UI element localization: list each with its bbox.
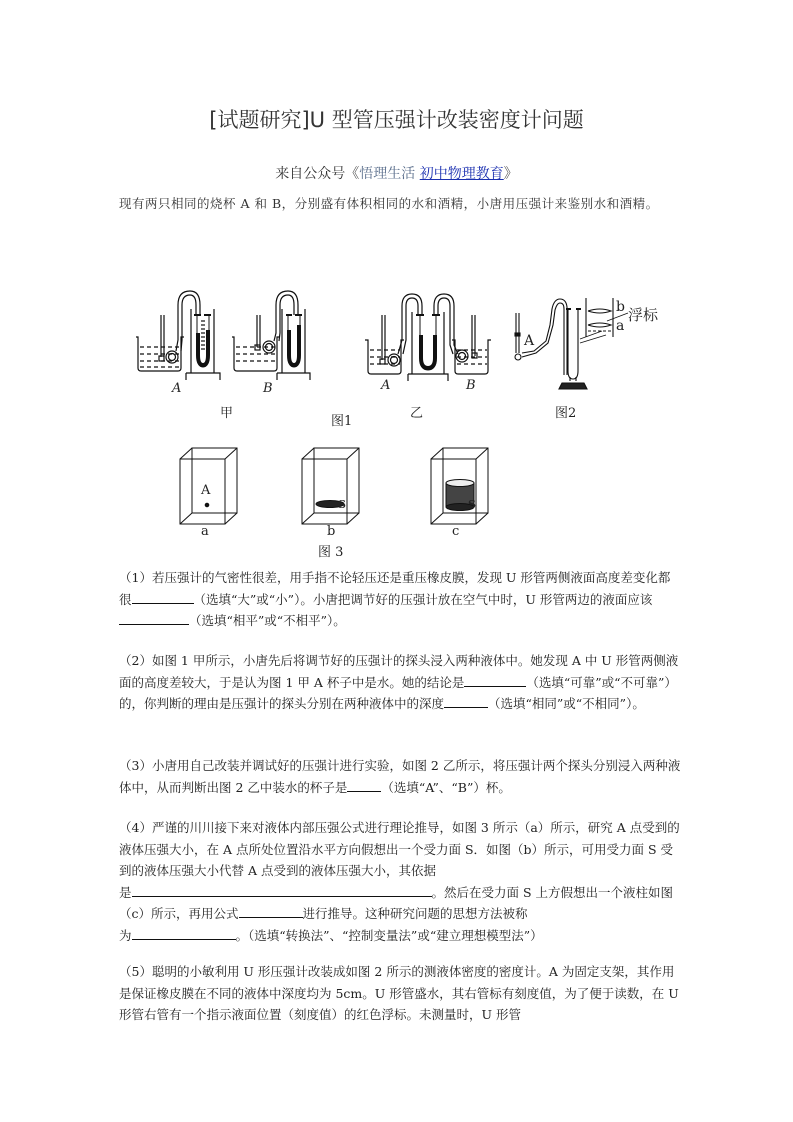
source-suffix: 》 <box>503 166 518 182</box>
fig3-label-c: c <box>452 524 460 539</box>
fig1-jia-label-b: B <box>263 381 273 396</box>
q2-text-3: （选填“相同”或“不相同”）。 <box>488 696 645 711</box>
q2-text-1: （2）如图 1 甲所示，小唐先后将调节好的压强计的探头浸入两种液体中。她发现 A 中 U 形管两侧液面的高度差较大，于是认为图 1 甲 A 杯子中是水。她的结论是 <box>119 653 679 690</box>
q1-text-3: （选填“相平”或“不相平”）。 <box>189 613 346 628</box>
q1-text-1: （1）若压强计的气密性很差，用手指不论轻压还是重压橡皮膜，发现 U 形管两侧液面高度差变化都很 <box>119 570 671 607</box>
q4-text-1: （4）严谨的川川接下来对液体内部压强公式进行理论推导，如图 3 所示（a）所示，研究 A 点受到的液体压强大小，在 A 点所处位置沿水平方向假想出一个受力面 S．如图（b）所示，可用受力面 S 受到的液体压强大小代替 A 点受到的液体压强大小，其依据 <box>119 820 680 878</box>
q4-blank-1[interactable] <box>132 882 432 897</box>
fig2-label-a-level: a <box>616 318 625 334</box>
q4-text-3: 。然后在受力面 S 上方假想出一个液柱如图（c）所示，再用公式 <box>119 884 674 921</box>
fig2-label-float: 浮标 <box>628 306 659 324</box>
q4-blank-3[interactable] <box>132 925 236 940</box>
source-link[interactable]: 初中物理教育 <box>419 166 504 182</box>
fig3-point-a: A <box>201 483 211 498</box>
q3-text-2: （选填“A”、“B”）杯。 <box>381 779 511 795</box>
q1-text-2: （选填“大”或“小”）。小唐把调节好的压强计放在空气中时，U 形管两边的液面应该 <box>193 591 653 607</box>
question-2 <box>119 650 681 715</box>
question-5 <box>119 961 681 1026</box>
fig1-yi-label-b: B <box>466 378 476 393</box>
fig1-yi-label-a: A <box>381 378 391 393</box>
fig3-surface-s-c: S <box>468 498 476 511</box>
q4-text-4: 进行推导。这种研究问题的思想方法被称 <box>302 906 528 921</box>
page-title: [试题研究]U 型管压强计改装密度计问题 <box>209 108 584 132</box>
figure-1-yi <box>362 290 497 385</box>
fig1-caption: 图1 <box>331 414 353 429</box>
q4-text-5: 为 <box>119 927 132 943</box>
q2-blank-1[interactable] <box>464 672 526 687</box>
question-3 <box>119 755 681 798</box>
source-line <box>0 163 793 183</box>
fig1-jia-label-a: A <box>172 381 182 396</box>
q2-blank-2[interactable] <box>444 693 488 708</box>
fig3-caption: 图 3 <box>318 545 344 560</box>
fig3-label-b: b <box>327 524 336 539</box>
fig2-label-a-support: A <box>524 333 535 349</box>
question-1 <box>119 567 681 632</box>
q4-blank-2[interactable] <box>239 903 303 918</box>
intro-text: 现有两只相同的烧杯 A 和 B，分别盛有体积相同的水和酒精，小唐用压强计来鉴别水和酒精。 <box>119 196 659 211</box>
q3-blank-1[interactable] <box>347 777 381 792</box>
q5-text-1: （5）聪明的小敏利用 U 形压强计改装成如图 2 所示的测液体密度的密度计。A 为固定支架，其作用是保证橡皮膜在不同的液体中深度均为 5cm。U 形管盛水，其右管标有刻度值，为了便于读数，在 U 形管右管有一个指示液面位置（刻度值）的红色浮标。未测量时，U 形管 <box>119 964 679 1022</box>
q4-text-2: 是 <box>119 884 132 900</box>
figure-3-boxes <box>170 445 500 530</box>
fig2-label-b: b <box>616 299 625 315</box>
fig1-yi-caption: 乙 <box>410 406 424 421</box>
fig1-jia-caption: 甲 <box>220 406 234 421</box>
q1-blank-2[interactable] <box>119 610 189 625</box>
q2-text-2: （选填“可靠”或“不可靠”）的，你判断的理由是压强计的探头分别在两种液体中的深度 <box>119 674 677 711</box>
question-4 <box>119 817 681 946</box>
fig3-surface-s-b: S <box>338 498 346 511</box>
source-account: 悟理生活 <box>359 166 420 182</box>
source-prefix: 来自公众号《 <box>275 166 360 182</box>
fig3-label-a: a <box>201 524 209 539</box>
q4-text-6: 。（选填“转换法”、“控制变量法”或“建立理想模型法”） <box>235 927 543 943</box>
q1-blank-1[interactable] <box>132 589 194 604</box>
q3-text-1: （3）小唐用自己改装并调试好的压强计进行实验，如图 2 乙所示，将压强计两个探头分别浸入两种液体中，从而判断出图 2 乙中装水的杯子是 <box>119 758 681 795</box>
figure-1-jia-b-gauge <box>232 285 312 385</box>
fig2-caption: 图2 <box>555 406 577 421</box>
